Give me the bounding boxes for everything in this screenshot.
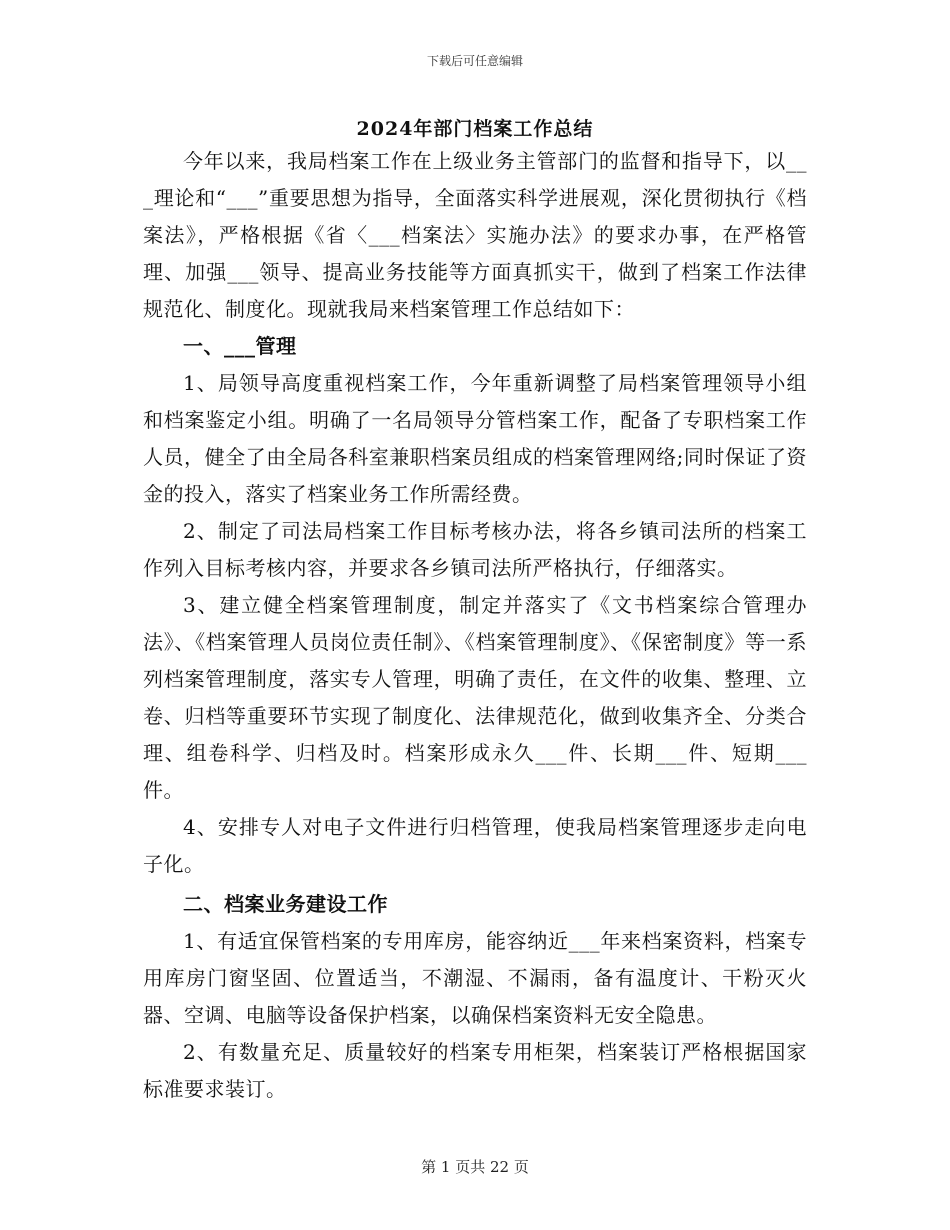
document-body bbox=[143, 143, 807, 1108]
section-1-item-4: 4、安排专人对电子文件进行归档管理，使我局档案管理逐步走向电子化。 bbox=[143, 815, 807, 876]
section-1-item-1: 1、局领导高度重视档案工作，今年重新调整了局档案管理领导小组和档案鉴定小组。明确了一名局领导分管档案工作，配备了专职档案工作人员，健全了由全局各科室兼职档案员组成的档案管理网络;同时保证了资金的投入，落实了档案业务工作所需经费。 bbox=[143, 371, 807, 506]
intro-paragraph: 今年以来，我局档案工作在上级业务主管部门的监督和指导下，以___理论和“___”重要思想为指导，全面落实科学进展观，深化贯彻执行《档案法》，严格根据《省〈___档案法〉实施办法》的要求办事，在严格管理、加强___领导、提高业务技能等方面真抓实干，做到了档案工作法律规范化、制度化。现就我局来档案管理工作总结如下： bbox=[143, 149, 807, 321]
section-2-item-2: 2、有数量充足、质量较好的档案专用柜架，档案装订严格根据国家标准要求装订。 bbox=[143, 1040, 807, 1101]
section-1-item-2: 2、制定了司法局档案工作目标考核办法，将各乡镇司法所的档案工作列入目标考核内容，并要求各乡镇司法所严格执行，仔细落实。 bbox=[143, 519, 807, 580]
section-2-item-1: 1、有适宜保管档案的专用库房，能容纳近___年来档案资料，档案专用库房门窗坚固、位置适当，不潮湿、不漏雨，备有温度计、干粉灭火器、空调、电脑等设备保护档案，以确保档案资料无安全隐患。 bbox=[143, 929, 807, 1027]
section-1-item-3: 3、建立健全档案管理制度，制定并落实了《文书档案综合管理办法》、《档案管理人员岗位责任制》、《档案管理制度》、《保密制度》等一系列档案管理制度，落实专人管理，明确了责任，在文件的收集、整理、立卷、归档等重要环节实现了制度化、法律规范化，做到收集齐全、分类合理、组卷科学、归档及时。档案形成永久___件、长期___件、短期___件。 bbox=[143, 593, 807, 802]
section-heading-business: 二、档案业务建设工作 bbox=[183, 892, 388, 916]
header-note: 下载后可任意编辑 bbox=[426, 54, 523, 68]
page-number-footer: 第 1 页共 22 页 bbox=[421, 1158, 529, 1176]
document-title: 2024年部门档案工作总结 bbox=[356, 118, 594, 140]
section-heading-management: 一、___管理 bbox=[183, 334, 297, 358]
